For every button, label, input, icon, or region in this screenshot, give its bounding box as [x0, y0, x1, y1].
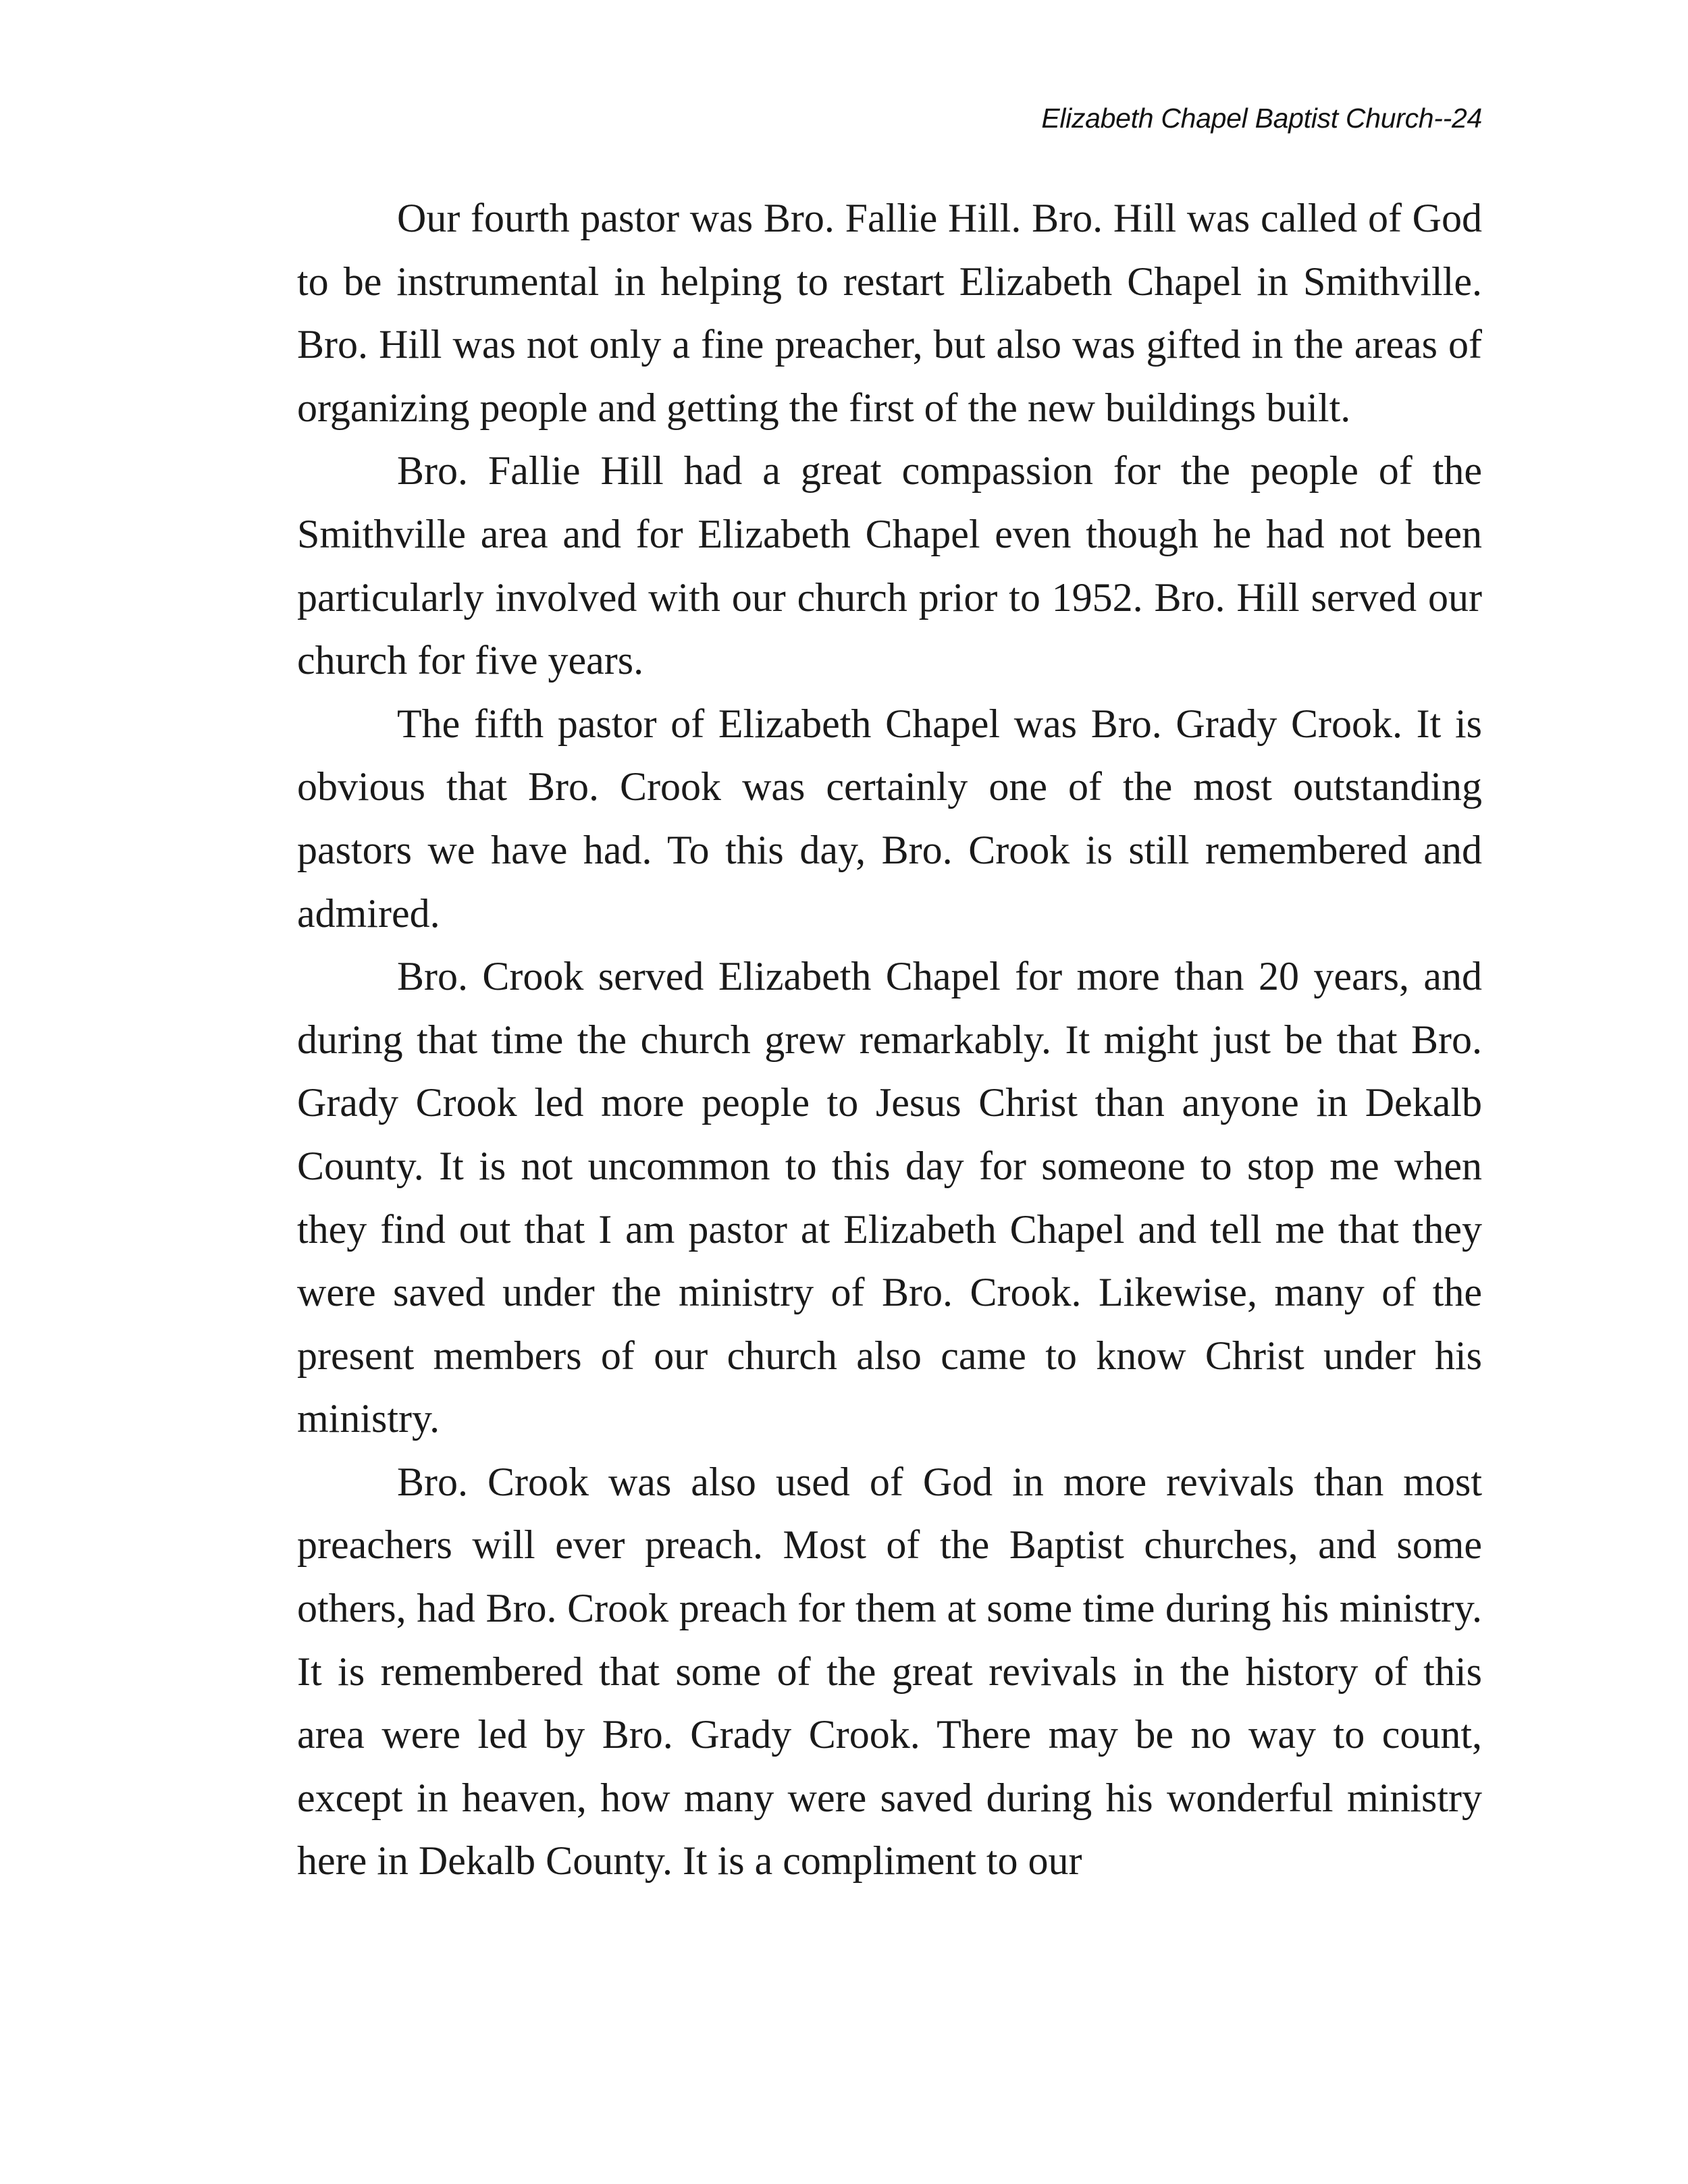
- paragraph-fourth-pastor: Our fourth pastor was Bro. Fallie Hill. Bro. Hill was called of God to be instrumental in helping to restart Elizabeth Chapel in Smithville. Bro. Hill was not only a fine preacher, but also was gifted in the areas of organizing people and getting the first of the new buildings built.: [297, 196, 1482, 430]
- paragraph-crook-revivals: Bro. Crook was also used of God in more revivals than most preachers will ever preach. Most of the Baptist churches, and some others, had Bro. Crook preach for them at some time during his ministry. It is remembered that some of the great revivals in the history of this area were led by Bro. Grady Crook. There may be no way to count, except in heaven, how many were saved during his wonderful ministry here in Dekalb County. It is a compliment to our: [297, 1459, 1482, 1884]
- body-text: [297, 187, 1482, 1893]
- paragraph-fallie-hill-compassion: Bro. Fallie Hill had a great compassion for the people of the Smithville area and for Elizabeth Chapel even though he had not been particularly involved with our church prior to 1952. Bro. Hill served our church for five years.: [297, 448, 1482, 683]
- paragraph-crook-service: Bro. Crook served Elizabeth Chapel for more than 20 years, and during that time the church grew remarkably. It might just be that Bro. Grady Crook led more people to Jesus Christ than anyone in Dekalb County. It is not uncommon to this day for someone to stop me when they find out that I am pastor at Elizabeth Chapel and tell me that they were saved under the ministry of Bro. Crook. Likewise, many of the present members of our church also came to know Christ under his ministry.: [297, 954, 1482, 1441]
- running-header: Elizabeth Chapel Baptist Church--24: [1041, 103, 1482, 134]
- paragraph-fifth-pastor: The fifth pastor of Elizabeth Chapel was Bro. Grady Crook. It is obvious that Bro. Crook was certainly one of the most outstanding pastors we have had. To this day, Bro. Crook is still remembered and admired.: [297, 701, 1482, 936]
